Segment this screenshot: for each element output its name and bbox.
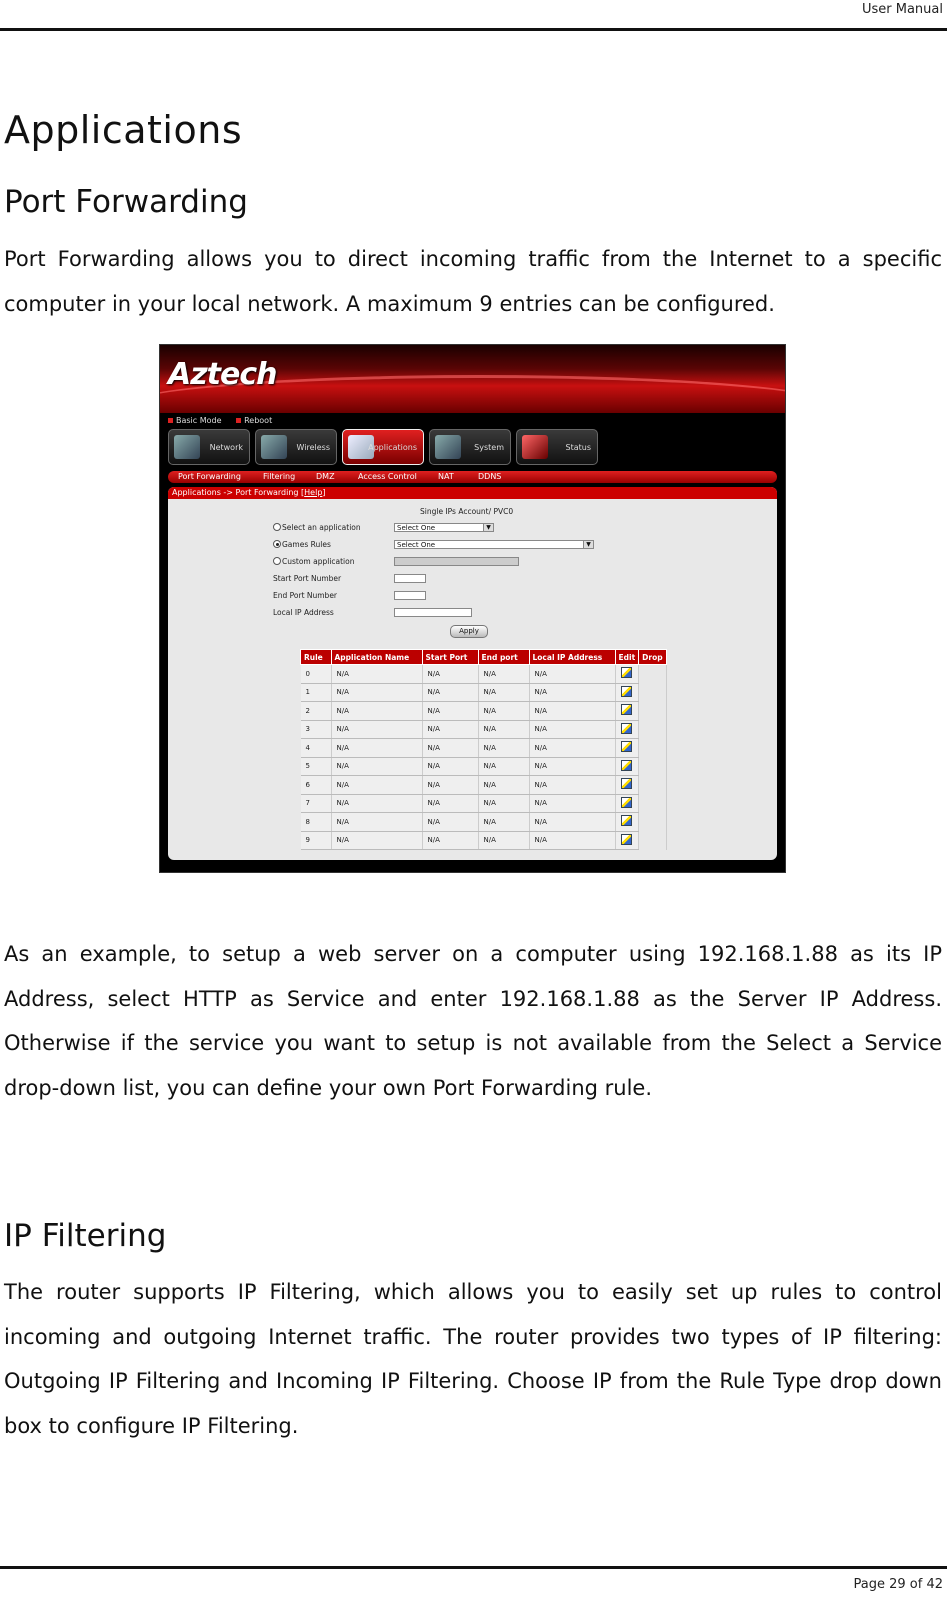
help-link[interactable]: Help xyxy=(304,488,323,497)
games-rules-radio[interactable] xyxy=(273,540,281,548)
custom-app-option[interactable]: Custom application xyxy=(273,557,355,566)
basic-mode-link[interactable]: Basic Mode xyxy=(168,416,222,425)
chevron-down-icon: ▼ xyxy=(483,524,493,531)
end-port-input[interactable] xyxy=(394,591,426,600)
table-row xyxy=(301,776,667,795)
edit-icon[interactable] xyxy=(621,778,632,789)
table-cell: N/A xyxy=(478,720,529,739)
table-cell-drop xyxy=(639,702,666,721)
table-cell: N/A xyxy=(422,702,478,721)
subnav-dmz[interactable]: DMZ xyxy=(316,472,335,481)
table-cell-edit xyxy=(615,683,639,702)
status-icon xyxy=(522,435,548,459)
table-cell: N/A xyxy=(529,813,615,832)
col-rule: Rule xyxy=(301,650,332,665)
table-row xyxy=(301,794,667,813)
table-row xyxy=(301,831,667,850)
edit-icon[interactable] xyxy=(621,723,632,734)
table-cell: N/A xyxy=(529,739,615,758)
edit-icon[interactable] xyxy=(621,686,632,697)
table-cell-drop xyxy=(639,757,666,776)
select-app-radio[interactable] xyxy=(273,523,281,531)
subnav-filtering[interactable]: Filtering xyxy=(263,472,296,481)
chevron-down-icon: ▼ xyxy=(583,541,593,548)
table-cell-drop xyxy=(639,794,666,813)
page-number: Page 29 of 42 xyxy=(853,1577,943,1592)
table-cell: N/A xyxy=(478,702,529,721)
table-cell: N/A xyxy=(422,757,478,776)
table-cell-edit xyxy=(615,776,639,795)
table-cell: N/A xyxy=(478,739,529,758)
col-app-name: Application Name xyxy=(331,650,422,665)
start-port-input[interactable] xyxy=(394,574,426,583)
table-cell-drop xyxy=(639,720,666,739)
table-row xyxy=(301,683,667,702)
table-row xyxy=(301,665,667,684)
table-cell: 3 xyxy=(301,720,332,739)
custom-app-radio[interactable] xyxy=(273,557,281,565)
table-cell: 9 xyxy=(301,831,332,850)
table-cell: N/A xyxy=(529,720,615,739)
games-rules-option[interactable]: Games Rules xyxy=(273,540,331,549)
table-cell: N/A xyxy=(529,831,615,850)
table-cell: 4 xyxy=(301,739,332,758)
table-cell: N/A xyxy=(478,776,529,795)
games-rules-dropdown[interactable]: Select One ▼ xyxy=(394,540,594,549)
table-cell: N/A xyxy=(478,683,529,702)
edit-icon[interactable] xyxy=(621,760,632,771)
local-ip-input[interactable] xyxy=(394,608,472,617)
port-forwarding-table xyxy=(300,649,667,850)
table-cell: N/A xyxy=(331,757,422,776)
col-start-port: Start Port xyxy=(422,650,478,665)
edit-icon[interactable] xyxy=(621,667,632,678)
col-end-port: End port xyxy=(478,650,529,665)
table-cell: N/A xyxy=(331,720,422,739)
system-icon xyxy=(435,435,461,459)
local-ip-label: Local IP Address xyxy=(273,608,334,617)
ip-filtering-body: The router supports IP Filtering, which allows you to easily set up rules to control incoming and outgoing Internet traffic. The router provides two types of IP filtering: Outgoing IP Filtering and Incoming IP Filtering. Choose IP from the Rule Type drop down box to configure IP Filtering. xyxy=(4,1280,942,1438)
table-header-row xyxy=(301,650,667,665)
table-row xyxy=(301,813,667,832)
table-cell: N/A xyxy=(529,683,615,702)
table-cell-drop xyxy=(639,776,666,795)
col-edit: Edit xyxy=(615,650,639,665)
table-cell-drop xyxy=(639,831,666,850)
table-cell: 1 xyxy=(301,683,332,702)
select-app-dropdown[interactable]: Select One ▼ xyxy=(394,523,494,532)
table-row xyxy=(301,702,667,721)
network-icon xyxy=(174,435,200,459)
col-local-ip: Local IP Address xyxy=(529,650,615,665)
table-cell-edit xyxy=(615,720,639,739)
table-cell: N/A xyxy=(331,813,422,832)
page-footer xyxy=(0,1566,947,1603)
table-cell: N/A xyxy=(529,794,615,813)
table-cell-drop xyxy=(639,665,666,684)
nav-status[interactable]: Status xyxy=(516,429,598,465)
col-drop: Drop xyxy=(639,650,666,665)
table-cell: N/A xyxy=(422,794,478,813)
table-cell: N/A xyxy=(422,739,478,758)
table-cell: N/A xyxy=(529,702,615,721)
table-cell: 0 xyxy=(301,665,332,684)
table-cell-edit xyxy=(615,813,639,832)
table-row xyxy=(301,720,667,739)
table-cell-edit xyxy=(615,757,639,776)
nav-system[interactable]: System xyxy=(429,429,511,465)
table-cell: 8 xyxy=(301,813,332,832)
nav-applications[interactable]: Applications xyxy=(342,429,424,465)
panel-title: Applications -> Port Forwarding [Help] xyxy=(168,487,777,499)
edit-icon[interactable] xyxy=(621,797,632,808)
subnav-access-control[interactable]: Access Control xyxy=(358,472,417,481)
table-cell: N/A xyxy=(478,794,529,813)
table-cell: N/A xyxy=(331,739,422,758)
table-cell: N/A xyxy=(422,720,478,739)
table-cell: N/A xyxy=(422,683,478,702)
nav-wireless[interactable]: Wireless xyxy=(255,429,337,465)
table-cell-drop xyxy=(639,739,666,758)
table-cell-edit xyxy=(615,831,639,850)
table-row xyxy=(301,757,667,776)
port-forwarding-heading: Port Forwarding xyxy=(4,184,248,220)
table-cell: N/A xyxy=(478,665,529,684)
subnav-ddns[interactable]: DDNS xyxy=(478,472,502,481)
aztech-logo: Aztech xyxy=(168,357,277,392)
table-cell-edit xyxy=(615,794,639,813)
table-cell: 2 xyxy=(301,702,332,721)
port-forwarding-example: As an example, to setup a web server on a computer using 192.168.1.88 as its IP Address, select HTTP as Service and enter 192.168.1.88 as the Server IP Address. Otherwise if the service you want to setup is not available from the Select a Service drop-down list, you can define your own Port Forwarding rule. xyxy=(4,942,942,1100)
table-cell: N/A xyxy=(478,757,529,776)
edit-icon[interactable] xyxy=(621,704,632,715)
custom-app-input[interactable] xyxy=(394,557,519,566)
table-cell: N/A xyxy=(529,665,615,684)
table-cell: 7 xyxy=(301,794,332,813)
table-cell-edit xyxy=(615,739,639,758)
port-forwarding-panel xyxy=(168,487,777,860)
table-cell: N/A xyxy=(422,776,478,795)
account-label: Single IPs Account/ PVC0 xyxy=(420,507,514,516)
wireless-icon xyxy=(261,435,287,459)
header-text: User Manual xyxy=(861,2,943,17)
subnav-nat[interactable]: NAT xyxy=(438,472,454,481)
table-cell-drop xyxy=(639,683,666,702)
nav-network[interactable]: Network xyxy=(168,429,250,465)
reboot-link[interactable]: Reboot xyxy=(236,416,272,425)
table-cell: 5 xyxy=(301,757,332,776)
end-port-label: End Port Number xyxy=(273,591,338,600)
table-cell: 6 xyxy=(301,776,332,795)
table-cell: N/A xyxy=(478,831,529,850)
table-cell-edit xyxy=(615,702,639,721)
subnav-port-forwarding[interactable]: Port Forwarding xyxy=(178,472,241,481)
table-cell-edit xyxy=(615,665,639,684)
router-banner xyxy=(160,345,785,413)
edit-icon[interactable] xyxy=(621,815,632,826)
router-subnav xyxy=(168,471,777,483)
table-cell: N/A xyxy=(422,813,478,832)
table-cell-drop xyxy=(639,813,666,832)
table-cell: N/A xyxy=(422,831,478,850)
table-cell: N/A xyxy=(331,776,422,795)
start-port-label: Start Port Number xyxy=(273,574,342,583)
select-app-option[interactable]: Select an application xyxy=(273,523,361,532)
page-header xyxy=(0,0,947,31)
port-forwarding-intro: Port Forwarding allows you to direct incoming traffic from the Internet to a specific computer in your local network. A maximum 9 entries can be configured. xyxy=(4,247,942,316)
table-cell: N/A xyxy=(529,757,615,776)
table-cell: N/A xyxy=(331,794,422,813)
apply-button[interactable]: Apply xyxy=(450,625,488,638)
table-cell: N/A xyxy=(331,831,422,850)
router-top-links xyxy=(168,416,284,425)
edit-icon[interactable] xyxy=(621,834,632,845)
table-cell: N/A xyxy=(331,683,422,702)
table-cell: N/A xyxy=(529,776,615,795)
router-screenshot xyxy=(159,344,786,873)
ip-filtering-heading: IP Filtering xyxy=(4,1218,167,1254)
table-cell: N/A xyxy=(331,702,422,721)
table-cell: N/A xyxy=(331,665,422,684)
edit-icon[interactable] xyxy=(621,741,632,752)
table-row xyxy=(301,739,667,758)
table-cell: N/A xyxy=(422,665,478,684)
page-title: Applications xyxy=(4,108,243,152)
table-cell: N/A xyxy=(478,813,529,832)
